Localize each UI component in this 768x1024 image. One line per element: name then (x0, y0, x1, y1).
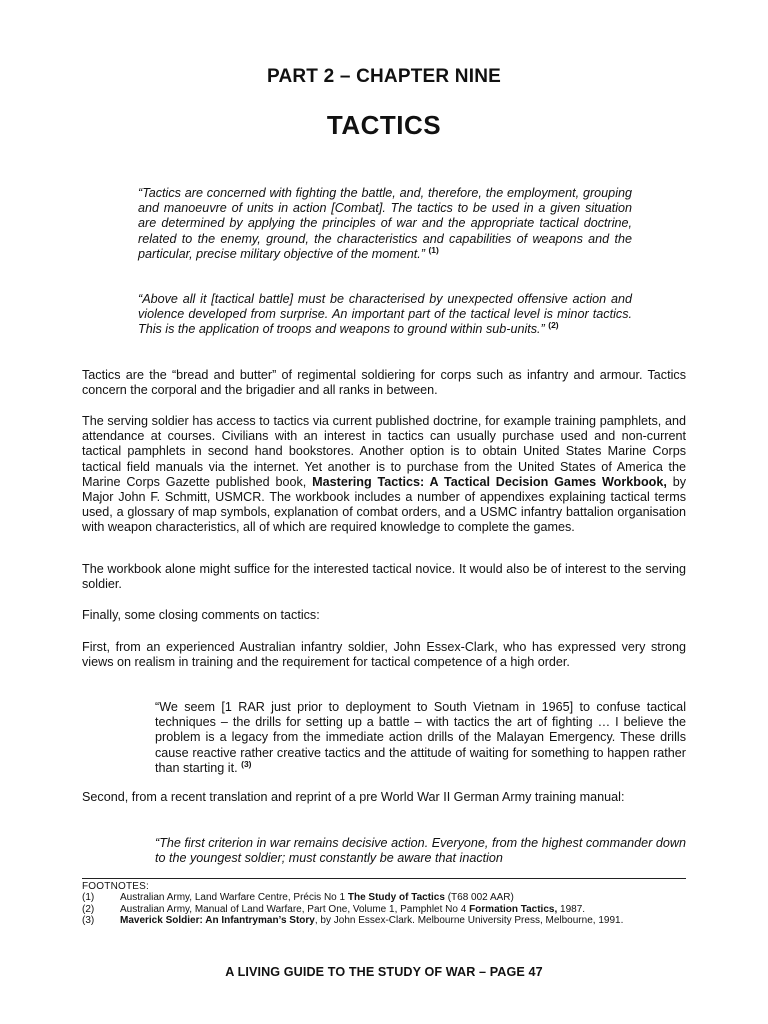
paragraph-workbook: The workbook alone might suffice for the interested tactical novice. It would also be of interest to the serving soldier. (82, 562, 686, 592)
paragraph-first-comment: First, from an experienced Australian infantry soldier, John Essex-Clark, who has expressed very strong views on realism in training and the requirement for tactical competence of a high order. (82, 640, 686, 670)
quote-text: “Above all it [tactical battle] must be characterised by unexpected offensive action and violence developed from surprise. An important part of the tactical level is minor tactics. This is the application of troops and weapons to ground within sub-units.” (138, 292, 632, 337)
part-heading: PART 2 – CHAPTER NINE (267, 66, 501, 87)
footnote-number: (3) (82, 914, 95, 926)
page-footer: A LIVING GUIDE TO THE STUDY OF WAR – PAGE 47 (225, 965, 543, 979)
footnote-text (120, 892, 686, 903)
footnote-ref: (2) (548, 320, 559, 331)
footnote-item (82, 904, 686, 915)
paragraph-text: The serving soldier has access to tactics via current published doctrine, for example training pamphlets, and attendance at courses. Civilians with an interest in tactics can usually purchase used and non-current tactical pamphlets in second hand bookstores. Another option is to obtain United States Marine Corps tactical field manuals via the internet. Yet another is to purchase from the United States of America the Marine Corps Gazette published book, (82, 414, 686, 489)
block-quote-4: “The first criterion in war remains decisive action. Everyone, from the highest commander down to the youngest soldier; must constantly be aware that inaction (155, 836, 686, 866)
paragraph-bread-and-butter: Tactics are the “bread and butter” of regimental soldiering for corps such as infantry and armour. Tactics concern the corporal and the brigadier and all ranks in between. (82, 368, 686, 398)
footnote-number: (1) (82, 892, 95, 904)
footnote-source-detail: , by John Essex-Clark. Melbourne University Press, Melbourne, 1991. (314, 914, 624, 926)
book-title: Mastering Tactics: A Tactical Decision Games Workbook, (312, 474, 667, 489)
footnotes-section (82, 881, 686, 926)
footnote-item (82, 915, 686, 926)
footnote-text (120, 915, 686, 926)
block-quote-2 (138, 292, 632, 338)
paragraph-access-to-tactics (82, 414, 686, 536)
paragraph-closing-intro: Finally, some closing comments on tactics: (82, 608, 320, 622)
paragraph-second-comment: Second, from a recent translation and reprint of a pre World War II German Army training manual: (82, 790, 625, 804)
chapter-title: TACTICS (326, 110, 442, 140)
footnote-source-detail: (T68 002 AAR) (444, 892, 514, 904)
footnote-text (120, 904, 686, 915)
footnote-divider (82, 878, 686, 879)
footnote-source: Australian Army, Land Warfare Centre, Précis No 1 (120, 892, 348, 904)
footnote-ref: (3) (241, 758, 252, 769)
footnote-title: Maverick Soldier: An Infantryman’s Story (120, 914, 315, 926)
footnote-source-detail: 1987. (557, 903, 586, 915)
footnote-source: Australian Army, Manual of Land Warfare, Part One, Volume 1, Pamphlet No 4 (120, 903, 470, 915)
footnotes-header: FOOTNOTES: (82, 881, 149, 892)
footnote-ref: (1) (428, 244, 439, 255)
footnote-title: Formation Tactics, (469, 903, 558, 915)
block-quote-1 (138, 186, 632, 262)
footnote-item (82, 892, 686, 903)
paragraph-text: by Major John F. Schmitt, USMCR. The workbook includes a number of appendixes explaining tactical terms used, a glossary of map symbols, explanation of combat orders, and a USMC infantry battalion organisation with weapon characteristics, all of which are required knowledge to complete the games. (82, 474, 686, 535)
quote-text: “Tactics are concerned with fighting the battle, and, therefore, the employment, grouping and manoeuvre of units in action [Combat]. The tactics to be used in a given situation are determined by applying the principles of war and the appropriate tactical doctrine, related to the enemy, ground, the characteristics and capabilities of weapons and the particular, precise military objective of the moment.” (138, 186, 632, 261)
quote-text: “We seem [1 RAR just prior to deployment to South Vietnam in 1965] to confuse tactical techniques – the drills for setting up a battle – with tactics the art of fighting … I believe the problem is a legacy from the immediate action drills of the Malayan Emergency. These drills cause reactive rather creative tactics and the attitude of waiting for something to happen rather than starting it. (155, 700, 686, 775)
block-quote-3 (155, 700, 686, 776)
footnote-title: The Study of Tactics (347, 892, 445, 904)
footnote-number: (2) (82, 903, 95, 915)
